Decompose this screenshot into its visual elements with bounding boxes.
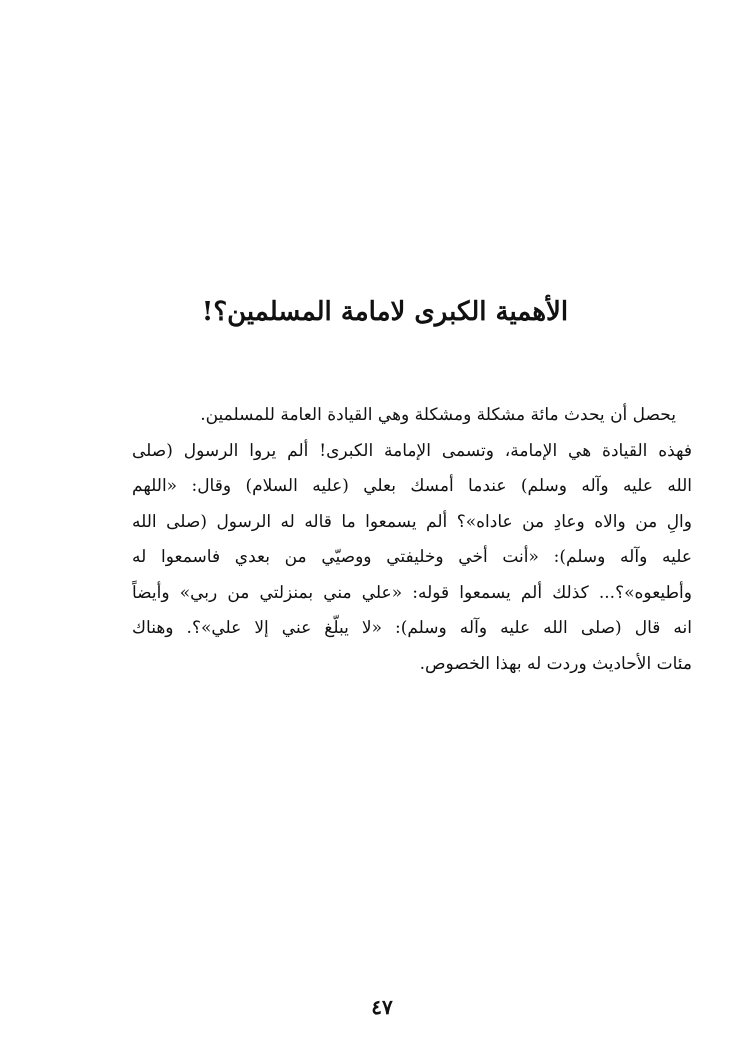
page-title: الأهمية الكبرى لامامة المسلمين؟!	[201, 297, 569, 327]
paragraph-line: وأطيعوه»؟... كذلك ألم يسمعوا قوله: «علي مني بمنزلتي من ربي» وأيضاً	[132, 582, 692, 603]
paragraph-line: فهذه القيادة هي الإمامة، وتسمى الإمامة الكبرى! ألم يروا الرسول (صلى	[132, 440, 692, 461]
paragraph-line: عليه وآله وسلم): «أنت أخي وخليفتي ووصيّي من بعدي فاسمعوا له	[132, 547, 692, 567]
paragraph-line: مئات الأحاديث وردت له بهذا الخصوص.	[419, 653, 692, 674]
paragraph-line: انه قال (صلى الله عليه وآله وسلم): «لا يبلّغ عني إلا علي»؟. وهناك	[132, 618, 692, 638]
paragraph-line: والِ من والاه وعادِ من عاداه»؟ ألم يسمعوا ما قاله له الرسول (صلى الله	[132, 511, 692, 532]
paragraph-line: يحصل أن يحدث مائة مشكلة ومشكلة وهي القيادة العامة للمسلمين.	[200, 405, 676, 425]
page-number: ٤٧	[371, 995, 393, 1019]
paragraph-line: الله عليه وآله وسلم) عندما أمسك بعلي (عليه السلام) وقال: «اللهم	[132, 476, 692, 496]
body-paragraph	[132, 398, 692, 682]
